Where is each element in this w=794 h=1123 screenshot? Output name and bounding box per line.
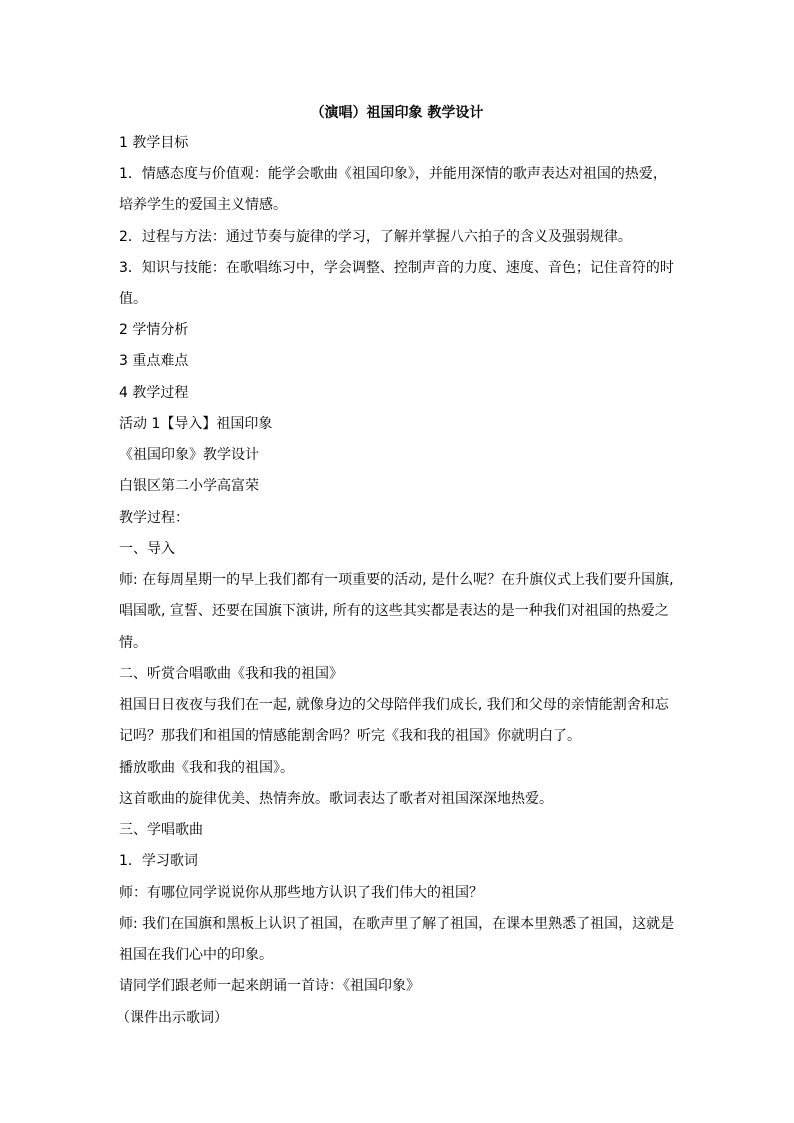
section-1-heading: 一、导入	[119, 541, 175, 557]
objective-1-line-2: 培养学生的爱国主义情感。	[119, 197, 287, 213]
heading-teaching-objectives: 1 教学目标	[119, 135, 189, 151]
teacher-answer-line-1: 师: 我们在国旗和黑板上认识了祖国，在歌声里了解了祖国，在课本里熟悉了祖国，这就是	[119, 916, 675, 932]
step-1-heading: 1．学习歌词	[119, 853, 198, 869]
objective-2: 2．过程与方法：通过节奏与旋律的学习，了解并掌握八六拍子的含义及强弱规律。	[119, 229, 632, 245]
intro-paragraph-line-1: 师: 在每周星期一的早上我们都有一项重要的活动, 是什么呢？在升旗仪式上我们要升国旗,	[119, 572, 674, 588]
section-3-heading: 三、学唱歌曲	[119, 822, 203, 838]
courseware-note: （课件出示歌词）	[116, 1010, 228, 1026]
play-song-line: 播放歌曲《我和我的祖国》。	[119, 760, 294, 776]
teacher-question: 师：有哪位同学说说你从那些地方认识了我们伟大的祖国？	[119, 885, 483, 901]
process-label: 教学过程：	[119, 510, 189, 526]
design-title: 《祖国印象》教学设计	[119, 447, 259, 463]
intro-paragraph-line-2: 唱国歌, 宣誓、还要在国旗下演讲, 所有的这些其实都是表达的是一种我们对祖国的热爱之	[119, 603, 669, 619]
heading-student-analysis: 2 学情分析	[119, 322, 189, 338]
activity-1-heading: 活动 1【导入】祖国印象	[119, 416, 273, 432]
heading-key-points: 3 重点难点	[119, 353, 189, 369]
section-2-heading: 二、听赏合唱歌曲《我和我的祖国》	[119, 666, 343, 682]
teacher-answer-line-2: 祖国在我们心中的印象。	[119, 947, 273, 963]
intro-paragraph-line-3: 情。	[119, 635, 147, 651]
author-line: 白银区第二小学高富荣	[119, 478, 259, 494]
listen-paragraph-line-2: 记吗？那我们和祖国的情感能割舍吗？听完《我和我的祖国》你就明白了。	[119, 728, 581, 744]
recite-instruction: 请同学们跟老师一起来朗诵一首诗：《祖国印象》	[119, 978, 420, 994]
objective-1-line-1: 1．情感态度与价值观：能学会歌曲《祖国印象》，并能用深情的歌声表达对祖国的热爱，	[119, 166, 667, 182]
song-description: 这首歌曲的旋律优美、热情奔放。歌词表达了歌者对祖国深深地热爱。	[119, 791, 553, 807]
objective-3-line-2: 值。	[119, 291, 147, 307]
listen-paragraph-line-1: 祖国日日夜夜与我们在一起, 就像身边的父母陪伴我们成长, 我们和父母的亲情能割舍和忘	[119, 697, 669, 713]
heading-teaching-process: 4 教学过程	[119, 385, 189, 401]
objective-3-line-1: 3．知识与技能：在歌唱练习中，学会调整、控制声音的力度、速度、音色；记住音符的时	[119, 260, 674, 276]
document-title: （演唱）祖国印象 教学设计	[310, 105, 484, 121]
